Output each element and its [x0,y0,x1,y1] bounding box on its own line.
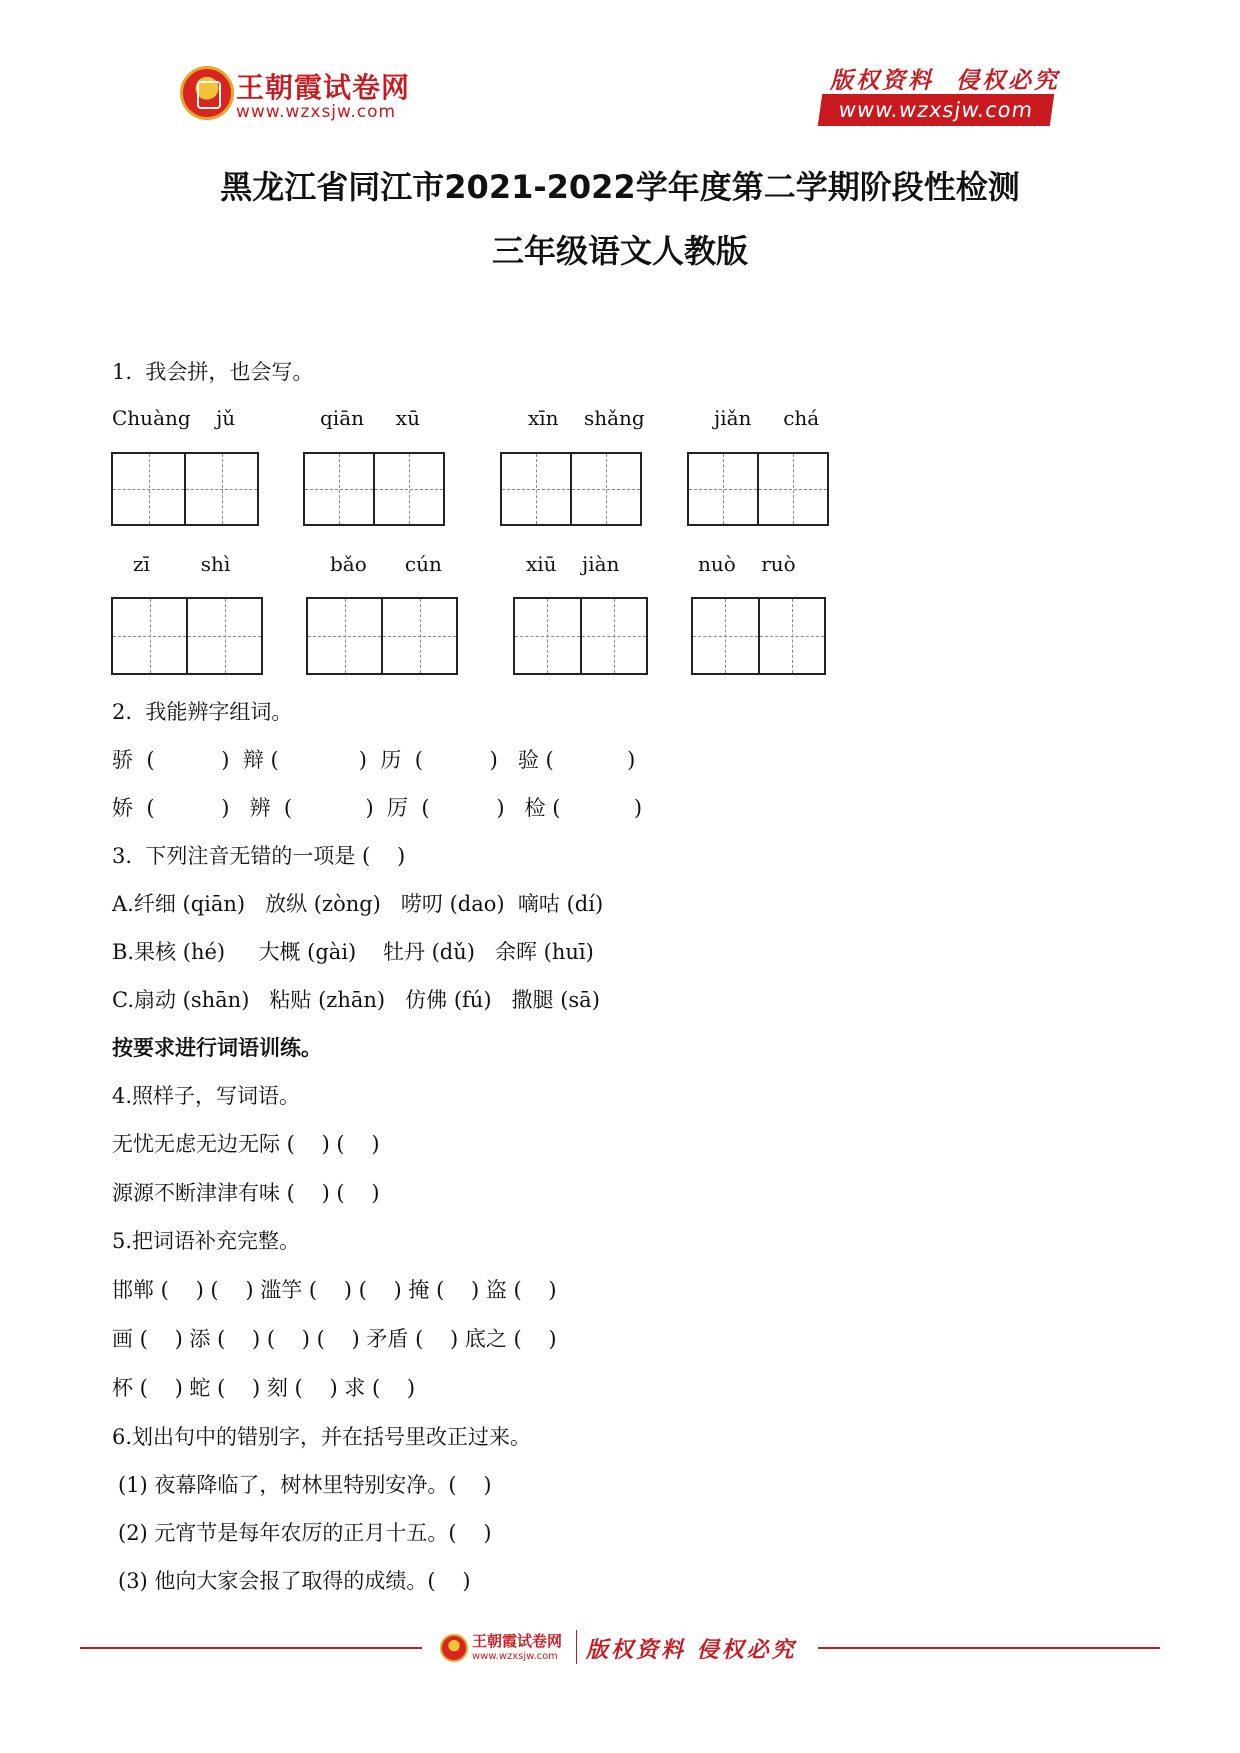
q6-sentence: (3) 他向大家会报了取得的成绩。( ) [118,1569,471,1593]
writing-grid[interactable] [500,452,642,526]
brand-logo-icon [180,66,234,120]
writing-grid[interactable] [111,597,263,675]
q6-sentence: (1) 夜幕降临了，树林里特别安净。( ) [118,1473,492,1497]
page-title: 黑龙江省同江市2021-2022学年度第二学期阶段性检测 [220,168,1020,206]
pinyin-label: qiān xū [320,406,420,430]
pinyin-label: nuò ruò [698,552,796,576]
pinyin-label: jiǎn chá [714,406,820,430]
q3-option-b: B.果核 (hé) 大概 (gài) 牡丹 (dǔ) 余晖 (huī) [112,940,594,964]
q3-heading: 3. 下列注音无错的一项是 ( ) [112,844,406,868]
brand-url: www.wzxsjw.com [236,102,397,122]
writing-grid[interactable] [306,597,458,675]
pinyin-label: bǎo cún [330,552,442,576]
q4-line: 源源不断津津有味 ( ) ( ) [112,1181,380,1205]
q5-line: 邯郸 ( ) ( ) 滥竽 ( ) ( ) 掩 ( ) 盗 ( ) [112,1278,557,1302]
section-heading: 按要求进行词语训练。 [112,1036,322,1060]
footer-brand-url: www.wzxsjw.com [472,1651,558,1662]
page-subtitle: 三年级语文人教版 [491,232,748,270]
footer-copyright: 版权资料 侵权必究 [586,1637,797,1663]
pinyin-label: Chuàng jǔ [112,406,236,430]
writing-grid[interactable] [691,597,826,675]
q6-sentence: (2) 元宵节是每年农厉的正月十五。( ) [118,1521,492,1545]
pinyin-label: xīn shǎng [528,406,645,430]
footer-divider-left [80,1647,422,1649]
q3-option-c: C.扇动 (shān) 粘贴 (zhān) 仿佛 (fú) 撒腿 (sā) [112,988,600,1012]
copyright-notice: 版权资料 侵权必究 [830,67,1061,94]
q2-heading: 2. 我能辨字组词。 [112,700,293,724]
footer-separator [576,1630,577,1664]
writing-grid[interactable] [303,452,445,526]
q5-line: 画 ( ) 添 ( ) ( ) ( ) 矛盾 ( ) 底之 ( ) [112,1327,557,1351]
q1-heading: 1. 我会拼，也会写。 [112,360,314,384]
writing-grid[interactable] [513,597,648,675]
q2-line: 娇 ( ) 辨 ( ) 厉 ( ) 检 ( ) [112,796,643,820]
writing-grid[interactable] [687,452,829,526]
copyright-url-banner: www.wzxsjw.com [818,94,1054,126]
footer-brand-name: 王朝霞试卷网 [472,1632,563,1650]
pinyin-label: xiū jiàn [526,552,620,576]
footer-logo-icon [440,1634,468,1662]
q4-line: 无忧无虑无边无际 ( ) ( ) [112,1132,380,1156]
pinyin-label: zī shì [133,552,231,576]
brand-name: 王朝霞试卷网 [236,71,411,104]
q5-line: 杯 ( ) 蛇 ( ) 刻 ( ) 求 ( ) [112,1376,416,1400]
q2-line: 骄 ( ) 辩 ( ) 历 ( ) 验 ( ) [112,748,636,772]
footer-divider-right [818,1647,1160,1649]
q6-heading: 6.划出句中的错别字，并在括号里改正过来。 [112,1425,532,1449]
writing-grid[interactable] [111,452,259,526]
q5-heading: 5.把词语补充完整。 [112,1229,301,1253]
q4-heading: 4.照样子，写词语。 [112,1084,301,1108]
q3-option-a: A.纤细 (qiān) 放纵 (zòng) 唠叨 (dao) 嘀咕 (dí) [112,892,604,916]
